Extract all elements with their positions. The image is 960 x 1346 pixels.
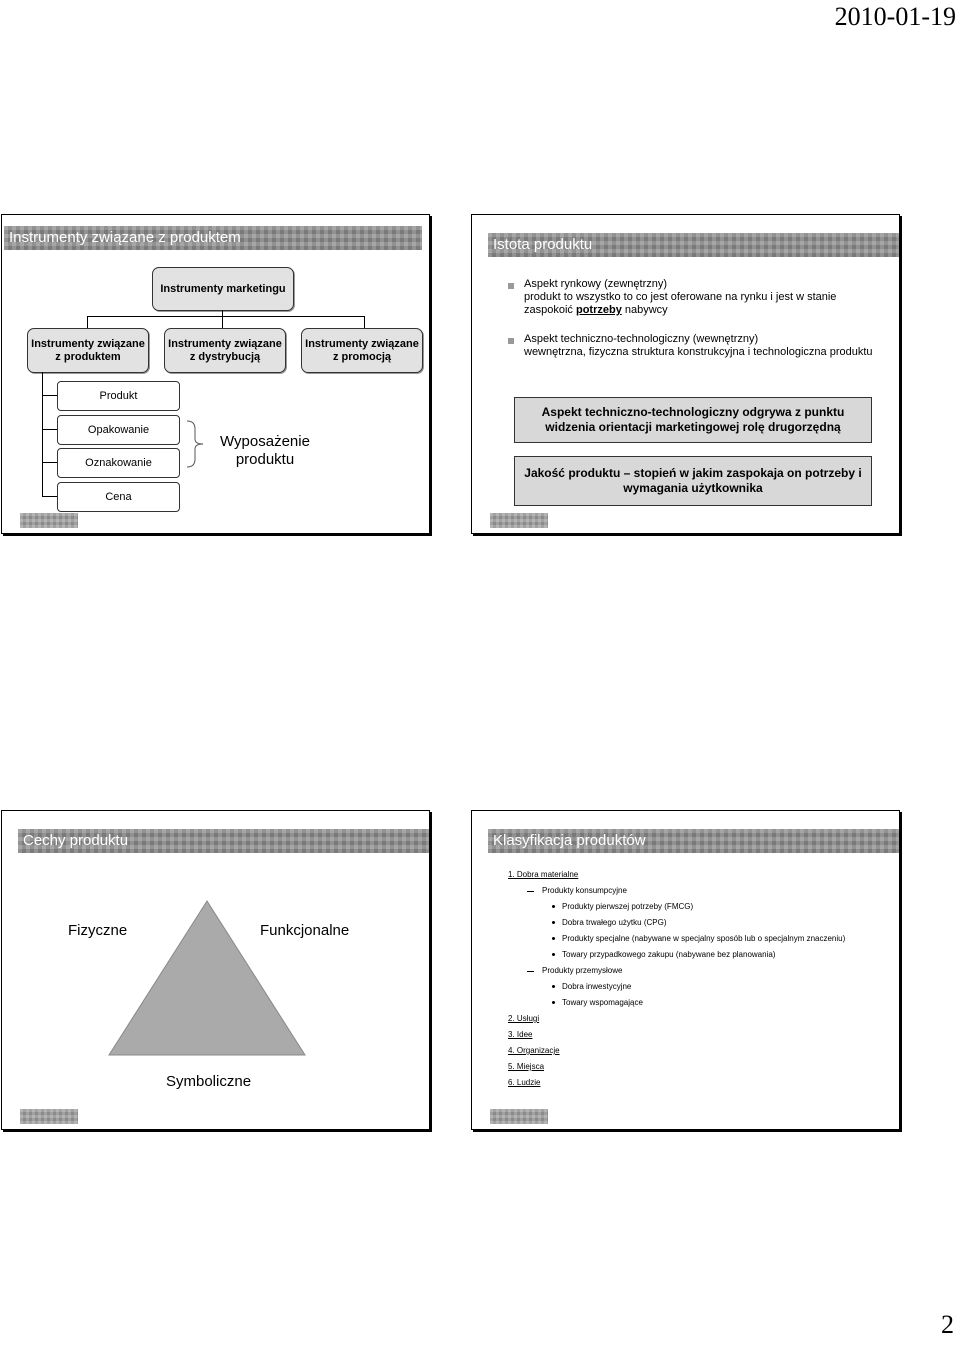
slide-title: Instrumenty związane z produktem bbox=[4, 226, 422, 250]
bullet1-head: Aspekt rynkowy (zewnętrzny) bbox=[524, 278, 668, 290]
slide-title: Klasyfikacja produktów bbox=[488, 829, 899, 853]
list-oznakowanie: Oznakowanie bbox=[57, 448, 180, 478]
class-item-4: 4. Organizacje bbox=[508, 1046, 560, 1055]
slide-cechy bbox=[1, 810, 430, 1130]
slide-instrumenty bbox=[1, 214, 430, 534]
slide-title: Cechy produktu bbox=[18, 829, 429, 853]
slide-footer-bar bbox=[20, 1109, 78, 1124]
bullet-icon bbox=[508, 283, 514, 289]
class-item-6: 6. Ludzie bbox=[508, 1078, 541, 1087]
box-instrumenty-promocja: Instrumenty związane z promocją bbox=[301, 328, 423, 373]
bullet2-body: wewnętrzna, fizyczna struktura konstrukcyjna i technologiczna produktu bbox=[524, 346, 873, 358]
brace-icon bbox=[185, 419, 207, 469]
slide-istota bbox=[471, 214, 900, 534]
slide-footer-bar bbox=[490, 1109, 548, 1124]
list-produkt: Produkt bbox=[57, 381, 180, 411]
label-funkcjonalne: Funkcjonalne bbox=[260, 922, 350, 939]
bullet1-text bbox=[524, 278, 884, 317]
label-fizyczne: Fizyczne bbox=[68, 922, 128, 939]
class-item-1: 1. Dobra materialne bbox=[508, 870, 579, 879]
box-instrumenty-dystrybucja: Instrumenty związane z dystrybucją bbox=[164, 328, 286, 373]
class-bullet: Produkty pierwszej potrzeby (FMCG) bbox=[562, 902, 694, 911]
class-bullet: Towary wspomagające bbox=[562, 998, 643, 1007]
equipment-label: Wyposażenie produktu bbox=[220, 433, 310, 468]
class-sub-1b: Produkty przemysłowe bbox=[542, 966, 623, 975]
header-date: 2010-01-19 bbox=[834, 2, 956, 31]
class-item-5: 5. Miejsca bbox=[508, 1062, 545, 1071]
slide-footer-bar bbox=[490, 513, 548, 528]
box-instrumenty-marketingu: Instrumenty marketingu bbox=[152, 267, 294, 311]
bullet2-head: Aspekt techniczno-technologiczny (wewnętrzny) bbox=[524, 333, 759, 345]
class-item-3: 3. Idee bbox=[508, 1030, 533, 1039]
class-item-2: 2. Usługi bbox=[508, 1014, 540, 1023]
list-cena: Cena bbox=[57, 482, 180, 512]
list-opakowanie: Opakowanie bbox=[57, 415, 180, 445]
slide-title: Istota produktu bbox=[488, 233, 899, 257]
box-jakosc: Jakość produktu – stopień w jakim zaspokaja on potrzeby i wymagania użytkownika bbox=[514, 456, 872, 506]
bullet1-body: produkt to wszystko to co jest oferowane na rynku i jest w stanie zaspokoić potrzeby nabywcy bbox=[524, 291, 837, 316]
box-instrumenty-produkt: Instrumenty związane z produktem bbox=[27, 328, 149, 373]
slide-footer-bar bbox=[20, 513, 78, 528]
box-aspekt: Aspekt techniczno-technologiczny odgrywa z punktu widzenia orientacji marketingowej rolę drugorzędną bbox=[514, 397, 872, 443]
bullet2-text bbox=[524, 333, 884, 359]
class-bullet: Dobra inwestycyjne bbox=[562, 982, 632, 991]
class-bullet: Produkty specjalne (nabywane w specjalny sposób lub o specjalnym znaczeniu) bbox=[562, 934, 846, 943]
label-symboliczne: Symboliczne bbox=[166, 1073, 252, 1090]
class-bullet: Towary przypadkowego zakupu (nabywane bez planowania) bbox=[562, 950, 776, 959]
page-number: 2 bbox=[941, 1310, 954, 1339]
class-sub-1a: Produkty konsumpcyjne bbox=[542, 886, 627, 895]
class-bullet: Dobra trwałego użytku (CPG) bbox=[562, 918, 667, 927]
bullet-icon bbox=[508, 338, 514, 344]
slide-klasyfikacja bbox=[471, 810, 900, 1130]
